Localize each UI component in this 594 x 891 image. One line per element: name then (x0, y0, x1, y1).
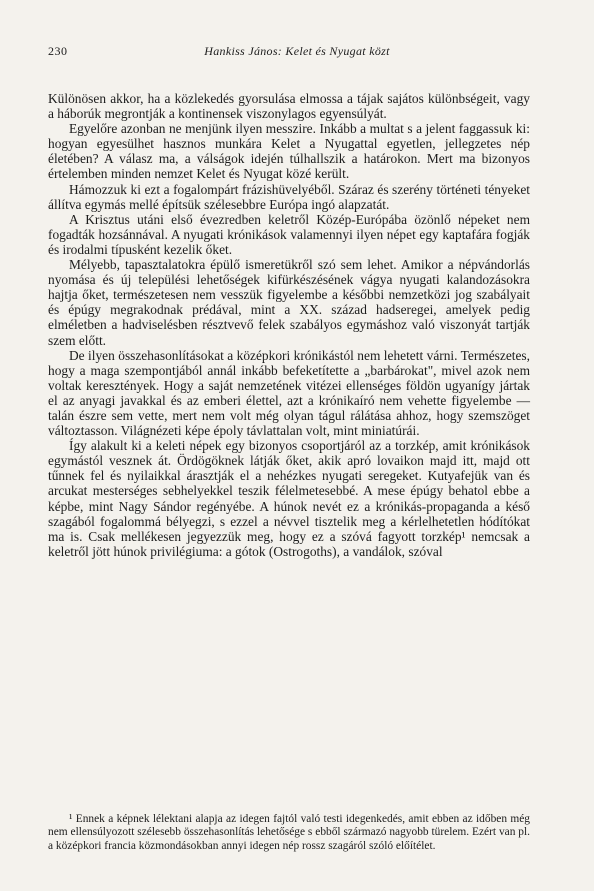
paragraph: Egyelőre azonban ne menjünk ilyen messzire. Inkább a multat s a jelent faggassuk ki: hogyan egyesülhet hasznos munkára Kelet a Nyugattal egyetlen, jellegzetes nép életében? A válasz ma, a válságok idején túlhallszik a határokon. Mert ma bizonyos értelemben minden nemzet Kelet és Nyugat közé került. (48, 121, 530, 182)
body-text (48, 91, 530, 559)
paragraph: Hámozzuk ki ezt a fogalompárt frázishüvelyéből. Száraz és szerény történeti tényeket állítva egymás mellé építsük szélesebbre Európa ingó alapzatát. (48, 181, 530, 212)
page-number: 230 (48, 44, 68, 58)
footnote-text: ¹ Ennek a képnek lélektani alapja az idegen fajtól való testi idegenkedés, amit ebben az időben még nem ellensúlyozott szélesebb összehasonlítás lehetősége s ebből származó nagyobb türelem. Ezért van pl. a középkori francia közmondásokban annyi idegen nép rossz szagáról szóló előítélet. (48, 813, 530, 852)
paragraph: Mélyebb, tapasztalatokra épülő ismeretükről szó sem lehet. Amikor a népvándorlás nyomása és új települési lehetőségek kifürkészésének vágya nyugati kalandozásokra hajtja őket, természetesen nem vesszük figyelembe a későbbi nemzetközi jog szabályait és épúgy megrakodnak prédával, mint a XX. század hadseregei, amelyek pedig elméletben a hadviselésben résztvevő felek szabályos egymáshoz való viszonyát tartják szem előtt. (48, 257, 530, 348)
footnote (48, 813, 530, 853)
page-header (48, 44, 546, 62)
paragraph: Így alakult ki a keleti népek egy bizonyos csoportjáról az a torzkép, amit krónikások egymástól vesznek át. Ördögöknek látják őket, akik apró lovaikon majd itt, majd ott tűnnek fel és nyilaikkal árasztják el a nehézkes nyugati seregeket. Kutyafejük van és arcukat mesterséges sebhelyekkel teszik félelmetesebbé. A mese épúgy behatol ebbe a képbe, mint Nagy Sándor regényébe. A húnok nevét ez a krónikás-propaganda a késő szagából fogalommá bélyegzi, s ezzel a névvel tisztelik meg a kérlelhetetlen hódítókat ma is. Csak mellékesen jegyezzük meg, hogy ez a szóvá fagyott torzkép¹ nemcsak a keletről jött húnok privilégiuma: a gótok (Ostrogoths), a vandálok, szóval (48, 438, 530, 559)
paragraph: Különösen akkor, ha a közlekedés gyorsulása elmossa a tájak sajátos különbségeit, vagy a háborúk megrontják a kontinensek viszonylagos egyensúlyát. (48, 91, 530, 122)
paragraph: De ilyen összehasonlításokat a középkori krónikástól nem lehetett várni. Természetes, hogy a maga szempontjából annál inkább befeketítette a „barbárokat", mivel azok nem voltak keresztények. Hogy a saját nemzetének vitézei ellenséges földön ugyanígy jártak el az anyagi javakkal és az emberi élettel, azt a krónikaíró nem vehette figyelembe — talán észre sem vette, mert nem volt még olyan tágul rálátása ahhoz, hogy szemszöget változtasson. Világnézeti képe époly távlattalan volt, mint miniatúrái. (48, 347, 530, 439)
paragraph: A Krisztus utáni első évezredben keletről Közép-Európába özönlő népeket nem fogadták hozsánnával. A nyugati krónikások valamennyi ilyen népet egy kaptafára fogják és irodalmi típusként kezelik őket. (48, 211, 530, 257)
running-head: Hankiss János: Kelet és Nyugat közt (204, 44, 390, 58)
